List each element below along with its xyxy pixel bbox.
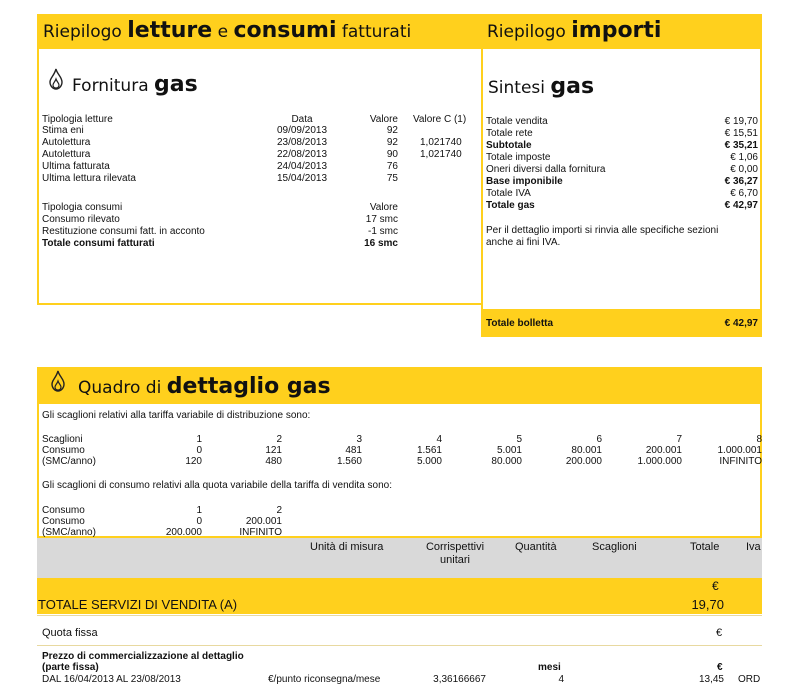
importi-label: Totale imposte [486,152,551,163]
totale-bolletta-value: € 42,97 [724,318,758,329]
importi-value: € 42,97 [724,200,758,211]
totale-servizi-label: TOTALE SERVIZI DI VENDITA (A) [38,597,238,612]
importi-label: Oneri diversi dalla fornitura [486,164,606,175]
scaglioni-intro: Gli scaglioni relativi alla tariffa variabile di distribuzione sono: [42,410,311,421]
left-header-title: Riepilogo letture e consumi fatturati [43,18,412,43]
divider [37,645,762,646]
sintesi-title: Sintesi gas [488,74,595,99]
right-header-title: Riepilogo importi [487,18,662,43]
quota-fissa-label: Quota fissa [42,627,98,639]
scaglioni-label: (SMC/anno) [42,456,96,467]
flame-icon [50,370,66,392]
th-unita-misura: Unità di misura [310,541,384,553]
detail-corr: 3,36166667 [433,674,486,685]
scaglioni-label: Consumo [42,445,85,456]
totale-bolletta-label: Totale bolletta [486,318,554,329]
importi-label: Totale gas [486,200,535,211]
totale-servizi-euro: € [712,579,719,593]
consumi-total-value: 16 smc [364,238,398,249]
importi-label: Totale IVA [486,188,531,199]
th-totale: Totale [690,541,720,553]
detail-um: €/punto riconsegna/mese [268,674,381,685]
importi-note-line2: anche ai fini IVA. [486,237,561,248]
importi-label: Totale vendita [486,116,548,127]
consumi-total: Totale consumi fatturati [42,238,155,249]
divider [37,615,762,616]
quota-fissa-euro: € [716,627,723,639]
consumi-header-valore: Valore [369,202,398,213]
consumi-row-value: 17 smc [365,214,398,225]
letture-header-tipologia: Tipologia letture [42,114,113,125]
vendita-intro: Gli scaglioni di consumo relativi alla quota variabile della tariffa di vendita sono: [42,480,393,491]
letture-header-valore-c: Valore C (1) [413,114,467,125]
importi-value: € 6,70 [730,188,758,199]
letture-header-valore: Valore [369,114,398,125]
th-iva: Iva [746,541,761,553]
importi-value: € 1,06 [730,152,758,163]
th-scaglioni: Scaglioni [592,541,637,553]
vendita-label: Consumo [42,516,85,527]
consumi-row: Restituzione consumi fatt. in acconto [42,226,205,237]
importi-label: Base imponibile [486,176,563,187]
prezzo-line2: (parte fissa) [42,662,99,673]
importi-note-line1: Per il dettaglio importi si rinvia alle specifiche sezioni [486,225,719,236]
vendita-label: Consumo [42,505,85,516]
prezzo-mesi: mesi [538,662,561,673]
prezzo-euro: € [717,662,723,673]
consumi-row: Consumo rilevato [42,214,120,225]
importi-value: € 19,70 [724,116,758,127]
consumi-row-value: -1 smc [368,226,398,237]
importi-value: € 35,21 [724,140,758,151]
prezzo-line1: Prezzo di commercializzazione al dettaglio [42,651,244,662]
flame-icon [48,68,64,90]
th-quantita: Quantità [515,541,557,553]
th-unitari: unitari [440,554,470,566]
consumi-header-tipologia: Tipologia consumi [42,202,123,213]
importi-value: € 0,00 [730,164,758,175]
detail-iva: ORD [738,674,761,685]
quadro-title: Quadro di dettaglio gas [78,374,331,399]
importi-value: € 36,27 [724,176,758,187]
detail-tot: 13,45 [698,674,724,685]
totale-servizi-value: 19,70 [691,597,724,612]
detail-table-header [37,538,762,578]
detail-period: DAL 16/04/2013 AL 23/08/2013 [42,674,181,685]
vendita-label: (SMC/anno) [42,527,96,538]
fornitura-title: Fornitura gas [72,72,198,97]
importi-label: Totale rete [486,128,533,139]
detail-qty: 4 [558,674,564,685]
importi-value: € 15,51 [724,128,758,139]
scaglioni-label: Scaglioni [42,434,83,445]
importi-label: Subtotale [486,140,532,151]
th-corrispettivi: Corrispettivi [425,541,485,553]
letture-header-data: Data [291,114,313,125]
